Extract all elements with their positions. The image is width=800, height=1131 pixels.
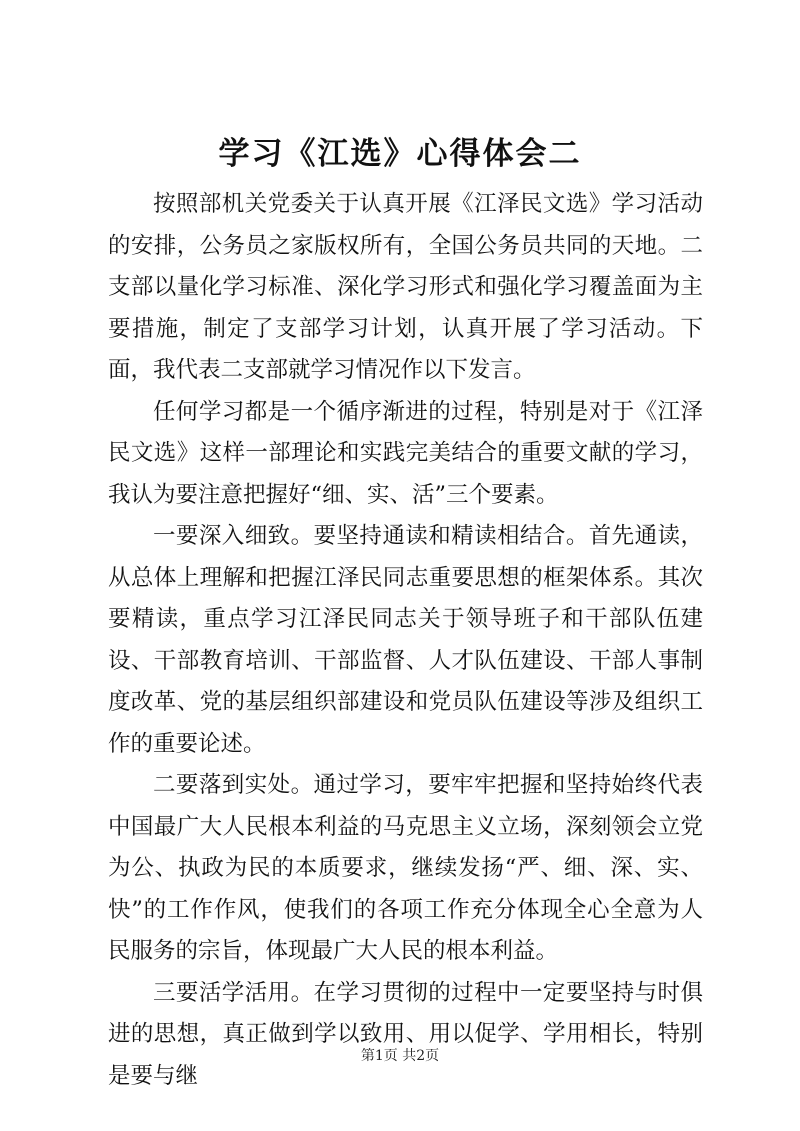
paragraph: 按照部机关党委关于认真开展《江泽民文选》学习活动的安排，公务员之家版权所有，全国公务员共同的天地。二支部以量化学习标准、深化学习形式和强化学习覆盖面为主要措施，制定了支部学习计划，认真开展了学习活动。下面，我代表二支部就学习情况作以下发言。: [108, 191, 703, 383]
document-body: [108, 184, 703, 1097]
page-number-footer: 第1页 共2页: [360, 1048, 440, 1064]
paragraph: 三要活学活用。在学习贯彻的过程中一定要坚持与时俱进的思想，真正做到学以致用、用以促学、学用相长，特别是要与继: [108, 979, 703, 1089]
paragraph: 二要落到实处。通过学习，要牢牢把握和坚持始终代表中国最广大人民根本利益的马克思主义立场，深刻领会立党为公、执政为民的本质要求，继续发扬“严、细、深、实、快”的工作作风，使我们的各项工作充分体现全心全意为人民服务的宗旨，体现最广大人民的根本利益。: [108, 772, 703, 964]
document-title: 学习《江选》心得体会二: [218, 136, 582, 172]
paragraph: 任何学习都是一个循序渐进的过程，特别是对于《江泽民文选》这样一部理论和实践完美结合的重要文献的学习，我认为要注意把握好“细、实、活”三个要素。: [108, 398, 703, 508]
paragraph: 一要深入细致。要坚持通读和精读相结合。首先通读，从总体上理解和把握江泽民同志重要思想的框架体系。其次要精读，重点学习江泽民同志关于领导班子和干部队伍建设、干部教育培训、干部监督、人才队伍建设、干部人事制度改革、党的基层组织部建设和党员队伍建设等涉及组织工作的重要论述。: [108, 523, 703, 757]
